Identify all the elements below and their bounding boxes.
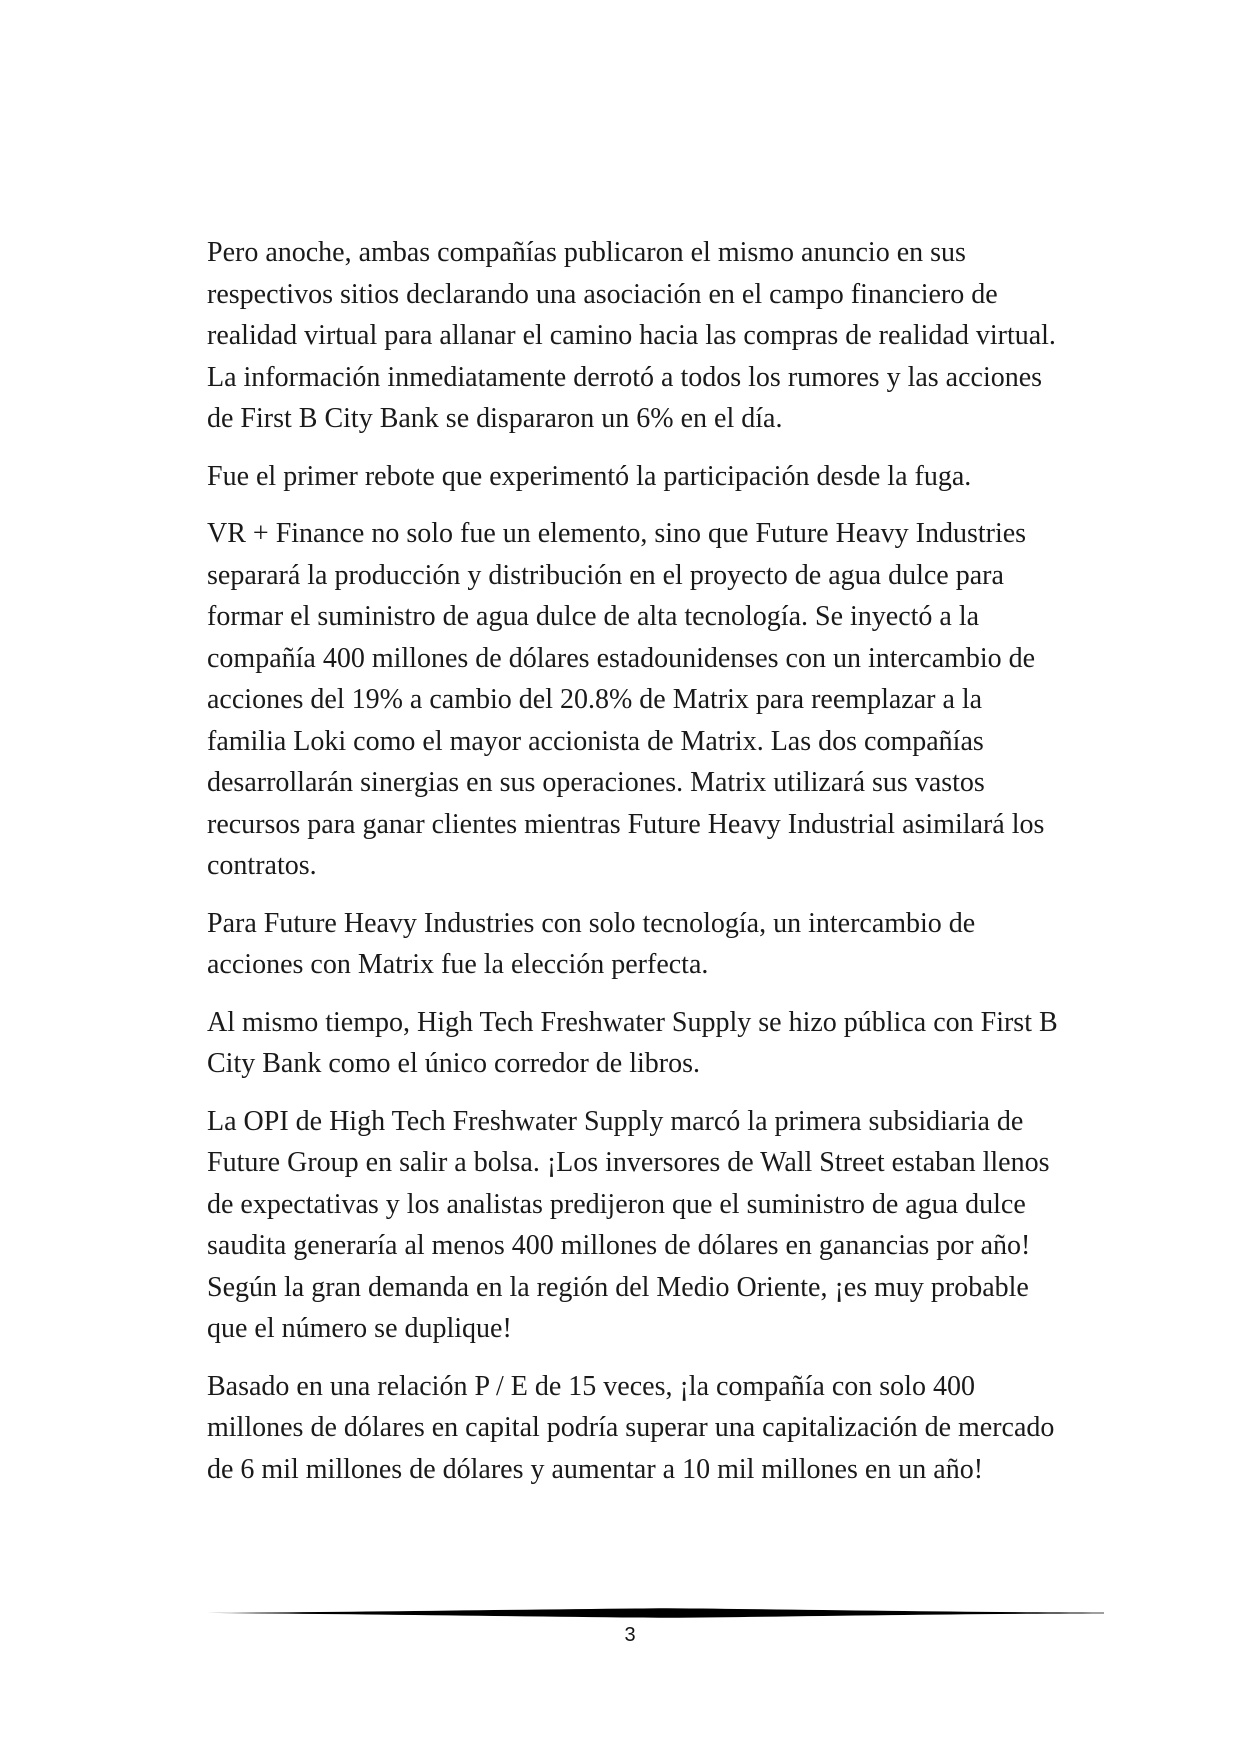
paragraph: Fue el primer rebote que experimentó la participación desde la fuga. [207, 460, 972, 492]
body-text [207, 232, 1067, 1506]
paragraph: Al mismo tiempo, High Tech Freshwater Supply se hizo pública con First B City Bank como el único corredor de libros. [207, 1006, 1058, 1079]
paragraph: VR + Finance no solo fue un elemento, sino que Future Heavy Industries separará la producción y distribución en el proyecto de agua dulce para formar el suministro de agua dulce de alta tecnología. Se inyectó a la compañía 400 millones de dólares estadounidenses con un intercambio de acciones del 19% a cambio del 20.8% de Matrix para reemplazar a la familia Loki como el mayor accionista de Matrix. Las dos compañías desarrollarán sinergias en sus operaciones. Matrix utilizará sus vastos recursos para ganar clientes mientras Future Heavy Industrial asimilará los contratos. [207, 518, 1045, 881]
page-number: 3 [624, 1624, 636, 1646]
paragraph: Para Future Heavy Industries con solo tecnología, un intercambio de acciones con Matrix fue la elección perfecta. [207, 907, 976, 980]
footer-divider [207, 1606, 1104, 1620]
paragraph: Pero anoche, ambas compañías publicaron el mismo anuncio en sus respectivos sitios declarando una asociación en el campo financiero de realidad virtual para allanar el camino hacia las compras de realidad virtual. La información inmediatamente derrotó a todos los rumores y las acciones de First B City Bank se dispararon un 6% en el día. [207, 237, 1056, 434]
paragraph: Basado en una relación P / E de 15 veces, ¡la compañía con solo 400 millones de dólares en capital podría superar una capitalización de mercado de 6 mil millones de dólares y aumentar a 10 mil millones en un año! [207, 1370, 1055, 1485]
paragraph: La OPI de High Tech Freshwater Supply marcó la primera subsidiaria de Future Group en salir a bolsa. ¡Los inversores de Wall Street estaban llenos de expectativas y los analistas predijeron que el suministro de agua dulce saudita generaría al menos 400 millones de dólares en ganancias por año! Según la gran demanda en la región del Medio Oriente, ¡es muy probable que el número se duplique! [207, 1105, 1050, 1344]
